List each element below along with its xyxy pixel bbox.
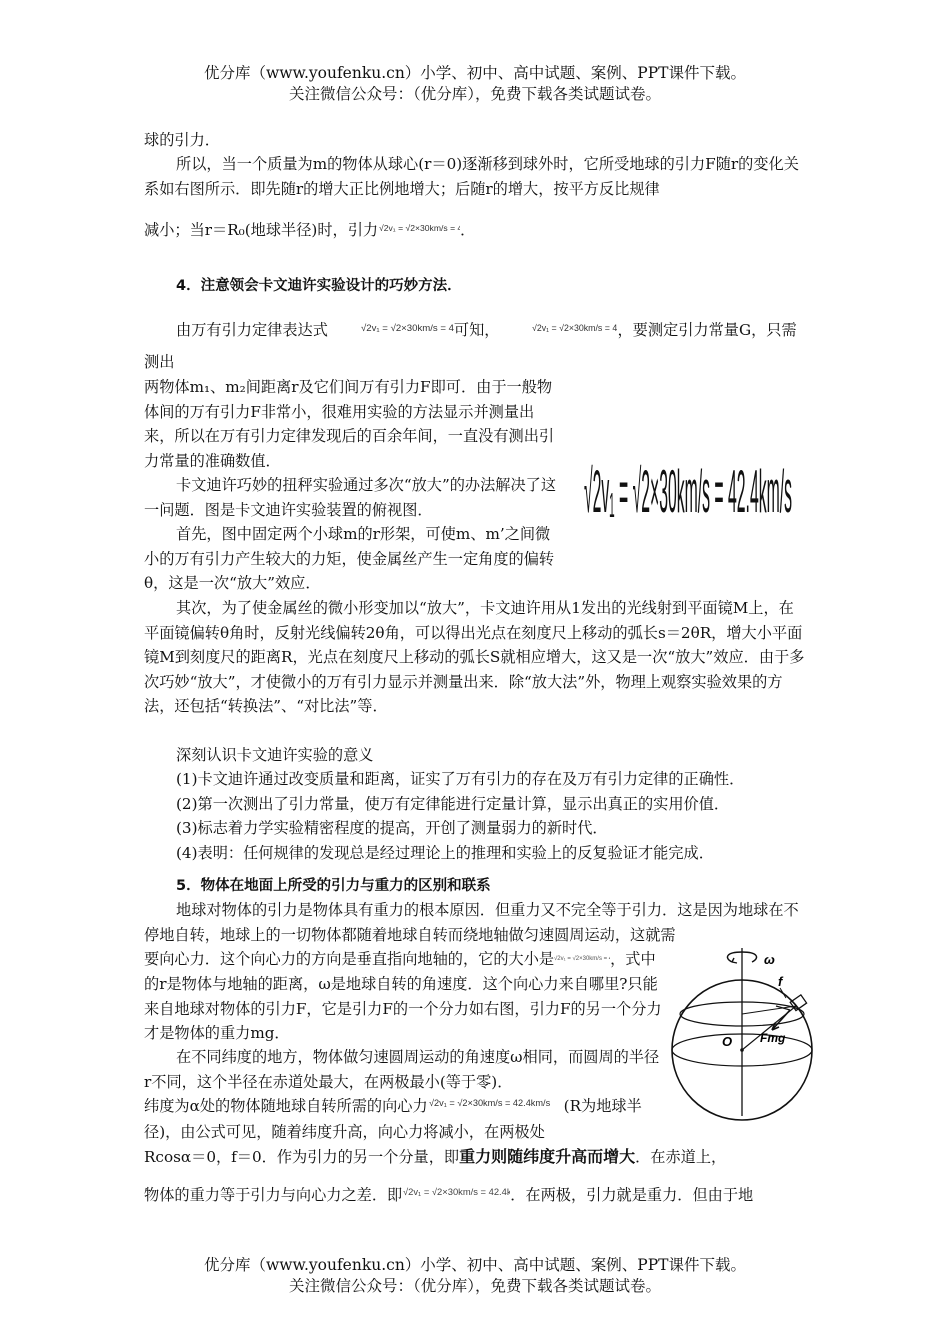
formula-image-large: [580, 382, 802, 566]
formula-image: [328, 312, 454, 350]
svg-text:√2v₁ = √2×30km/s = 42.4km/s: √2v₁ = √2×30km/s = 4: [360, 323, 454, 334]
svg-text:√2v₁ = √2×30km/s = 42.4km/s: √2v₁ = √2×30km/s = 42.4km/s: [428, 1098, 550, 1109]
formula-image: [402, 1181, 510, 1211]
svg-text:√2v₁ = √2×30km/s = 42.4km/s: √2v₁ = √2×30km/s = 42.4k: [403, 1186, 511, 1197]
paragraph-first-amplify: 首先，图中固定两个小球m的r形架，可使m、m’之间微小的万有引力产生较大的力矩，使金属丝产生一定角度的偏转θ，这是一次“放大”效应．: [144, 525, 555, 592]
paragraph-earth-gravity-end: 球的引力．: [144, 131, 220, 149]
paragraph-second-amplify: 其次，为了使金属丝的微小形变加以“放大”，卡文迪许用从1发出的光线射到平面镜M上，在平面镜偏转θ角时，反射光线偏转2θ角，可以得出光点在刻度尺上移动的弧长s＝2θR，增大小平面镜M到刻度尺的距离R，光点在刻度尺上移动的弧长S就相应增大，这又是一次“放大”效应．由于多次巧妙“放大”，才使微小的万有引力显示并测量出来．除“放大法”外，物理上观察实验效果的方法，还包括“转换法”、“对比法”等．: [144, 599, 805, 715]
footer-line-2: 关注微信公众号：（优分库），免费下载各类试题试卷。: [288, 1277, 661, 1295]
formula-image: [428, 1094, 564, 1120]
paragraph-measure-g: 由万有引力定律表达式 √2v₁ = √2×30km/s = 4 可知， √2v₁ = √2×30km/s = 4 ，要测定引力常量G，只需测出: [144, 312, 809, 374]
list-item-3: (3)标志着力学实验精密程度的提高，开创了测量弱力的新时代．: [176, 819, 608, 837]
svg-text:√2v₁ = √2×30km/s = 42.4km/s: √2v₁ = √2×30km/s = 4: [379, 223, 461, 233]
omega-label: ω: [764, 952, 775, 967]
gravity-arrow: [772, 1010, 790, 1030]
header-line-2: 关注微信公众号：（优分库），免费下载各类试题试卷。: [288, 85, 661, 103]
header-line-1: 优分库（www.youfenku.cn）小学、初中、高中试题、案例、PPT课件下载。: [203, 64, 747, 82]
formula-image: [554, 948, 610, 973]
list-item-2: (2)第一次测出了引力常量，使万有定律能进行定量计算，显示出真正的实用价值．: [176, 795, 730, 813]
footer-line-1: 优分库（www.youfenku.cn）小学、初中、高中试题、案例、PPT课件下载。: [203, 1256, 747, 1274]
center-label: O: [722, 1034, 733, 1049]
list-item-4: (4)表明：任何规律的发现总是经过理论上的推理和实验上的反复验证才能完成．: [176, 844, 714, 862]
paragraph-latitude-force: 纬度为α处的物体随地球自转所需的向心力 √2v₁ = √2×30km/s = 42.4km/s (R为地球半径)，由公式可见，随着纬度升高，向心力将减小，在两极处: [144, 1094, 664, 1144]
paragraph-torsion-balance: 卡文迪许巧妙的扭秤实验通过多次“放大”的办法解决了这一问题．图是卡文迪许实验装置的俯视图．: [144, 476, 557, 519]
formula-image: [499, 312, 617, 350]
fmg-label: Fmg: [760, 1031, 786, 1045]
paragraph-equator: 物体的重力等于引力与向心力之差．即 √2v₁ = √2×30km/s = 42.4k ．在两极，引力就是重力．但由于地: [144, 1181, 809, 1211]
section-5-title: 5．物体在地面上所受的引力与重力的区别和联系: [176, 878, 491, 894]
paragraph-gravity-vs-weight: 地球对物体的引力是物体具有重力的根本原因．但重力又不完全等于引力．这是因为地球在不停地自转，地球上的一切物体都随着地球自转而绕地轴做匀速圆周运动，这就需: [144, 901, 799, 944]
earth-rotation-figure: [664, 944, 820, 1132]
f-arrow: [776, 1006, 790, 1010]
list-item-1: (1)卡文迪许通过改变质量和距离，证实了万有引力的存在及万有引力定律的正确性．: [176, 770, 745, 788]
paragraph-two-bodies: 两物体m₁、m₂间距离r及它们间万有引力F即可．由于一般物体间的万有引力F非常小，很难用实验的方法显示并测量出来，所以在万有引力定律发现后的百余年间，一直没有测出引力常量的准确数值．: [144, 378, 555, 470]
svg-text:√2v₁ = √2×30km/s = 42.4km/s: √2v₁ = √2×30km/s =: [554, 955, 608, 962]
formula-image: [378, 217, 460, 245]
emphasis-text: 重力则随纬度升高而增大: [459, 1147, 636, 1166]
svg-text:√2v₁ = √2×30km/s = 42.4km/s: √2v₁ = √2×30km/s = 4: [532, 323, 618, 333]
paragraph-significance-title: 深刻认识卡文迪许实验的意义: [176, 746, 374, 764]
svg-text:√2v₁ = √2×30km/s = 42.4km/s: √2v₁ = √2×30km/s = 42.4km/s: [584, 459, 792, 526]
f-label: f: [778, 974, 783, 989]
section-4-title: 4．注意领会卡文迪许实验设计的巧妙方法．: [176, 278, 462, 294]
paragraph-r0-gravity: 减小；当r＝R₀(地球半径)时，引力 √2v₁ = √2×30km/s = 4 ．: [144, 217, 809, 245]
paragraph-latitude: 在不同纬度的地方，物体做匀速圆周运动的角速度ω相同，而圆周的半径r不同，这个半径在赤道处最大，在两极最小(等于零)．: [144, 1048, 660, 1091]
paragraph-force-vs-r: 所以，当一个质量为m的物体从球心(r＝0)逐渐移到球外时，它所受地球的引力F随r的变化关系如右图所示．即先随r的增大正比例地增大；后随r的增大，按平方反比规律: [144, 155, 799, 198]
rotation-arrow-head: [732, 958, 737, 963]
paragraph-centripetal: 要向心力．这个向心力的方向是垂直指向地轴的，它的大小是 √2v₁ = √2×30km/s = ，式中的r是物体与地轴的距离，ω是地球自转的角速度．这个向心力来自哪里?只能来自地球对物体的引力F，它是引力F的一个分力如右图，引力F的另一个分力才是物体的重力mg．: [144, 947, 664, 1046]
paragraph-weight-increase: Rcosα＝0，f＝0．作为引力的另一个分量，即重力则随纬度升高而增大．在赤道上，: [144, 1147, 727, 1166]
